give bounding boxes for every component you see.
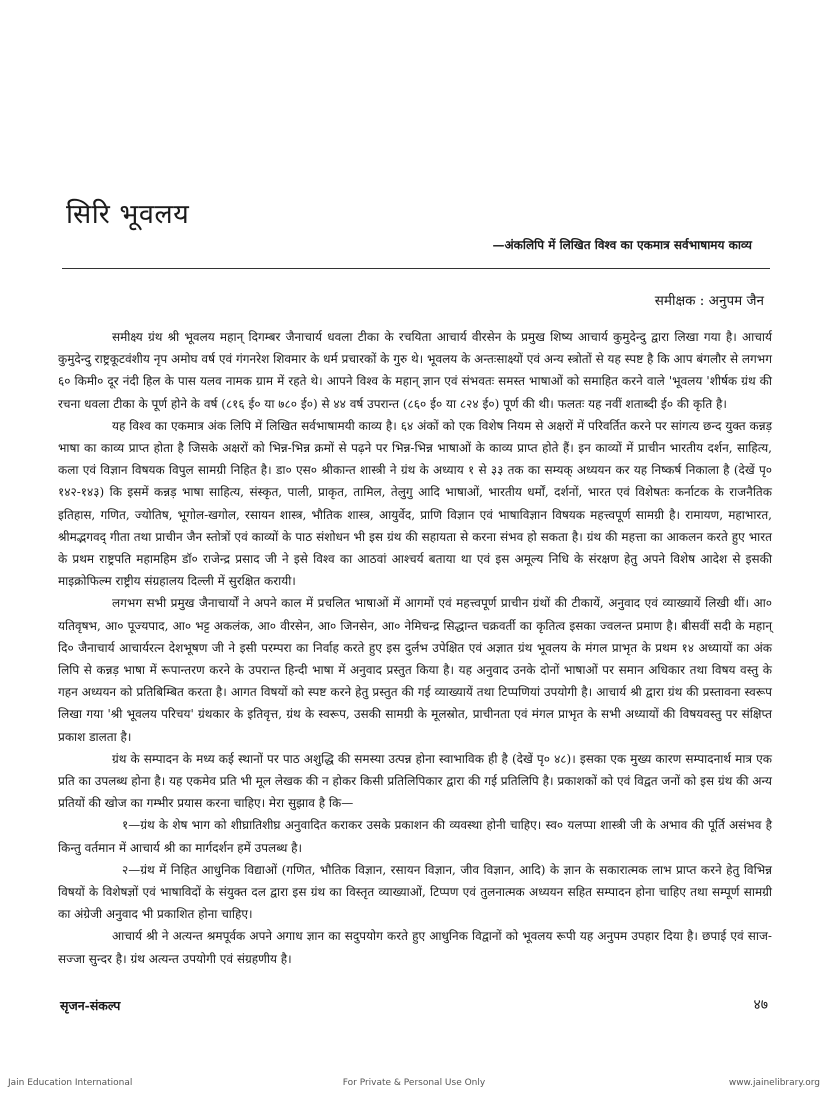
paragraph-translation: लगभग सभी प्रमुख जैनाचार्यों ने अपने काल में प्रचलित भाषाओं में आगमों एवं महत्त्वपूर्ण प्राचीन ग्रंथों की टीकायें, अनुवाद एवं व्याख्यायें लिखी थीं। आ० यतिवृषभ, आ० पूज्यपाद, आ० भट्ट अकलंक, आ० वीरसेन, आ० जिनसेन, आ० नेमिचन्द्र सिद्धान्त चक्रवर्ती का कृतित्व इसका ज्वलन्त प्रमाण है। बीसवीं सदी के महान् दि० जैनाचार्य आचार्यरत्न देशभूषण जी ने इसी परम्परा का निर्वाह करते हुए इस दुर्लभ उपेक्षित एवं अज्ञात ग्रंथ भूवलय के मंगल प्राभृत के प्रथम १४ अध्यायों का अंक लिपि से कन्नड़ भाषा में रूपान्तरण करने के उपरान्त हिन्दी भाषा में अनुवाद प्रस्तुत किया है। यह अनुवाद उनके दोनों भाषाओं पर समान अधिकार तथा विषय वस्तु के गहन अध्ययन को प्रतिबिम्बित करता है। आगत विषयों को स्पष्ट करने हेतु प्रस्तुत की गई व्याख्यायें तथा टिप्पणियां उपयोगी है। आचार्य श्री द्वारा ग्रंथ की प्रस्तावना स्वरूप लिखा गया 'श्री भूवलय परिचय' ग्रंथकार के इतिवृत्त, ग्रंथ के स्वरूप, उसकी सामग्री के मूलस्रोत, प्राचीनता एवं मंगल प्राभृत के सभी अध्यायों की विषयवस्तु पर संक्षिप्त प्रकाश डालता है। — [58, 596, 772, 744]
credit-website-link[interactable]: www.jainelibrary.org — [728, 1078, 820, 1088]
paragraph-editing: ग्रंथ के सम्पादन के मध्य कई स्थानों पर पाठ अशुद्धि की समस्या उत्पन्न होना स्वाभाविक ही है (देखें पृ० ४८)। इसका एक मुख्य कारण सम्पादनार्थ मात्र एक प्रति का उपलब्ध होना है। यह एकमेव प्रति भी मूल लेखक की न होकर किसी प्रतिलिपिकार द्वारा की गई प्रतिलिपि है। प्रकाशकों को एवं विद्वत जनों को इस ग्रंथ की अन्य प्रतियों की खोज का गम्भीर प्रयास करना चाहिए। मेरा सुझाव है कि— — [58, 751, 772, 811]
credit-publisher: Jain Education International — [8, 1078, 133, 1088]
article-subtitle: —अंकलिपि में लिखित विश्व का एकमात्र सर्वभाषामय काव्य — [492, 238, 752, 252]
footer-journal-name: सृजन-संकल्प — [60, 998, 121, 1013]
paragraph-intro: समीक्ष्य ग्रंथ श्री भूवलय महान् दिगम्बर जैनाचार्य धवला टीका के रचयिता आचार्य वीरसेन के प्रमुख शिष्य आचार्य कुमुदेन्दु द्वारा लिखा गया है। आचार्य कुमुदेन्दु राष्ट्रकूटवंशीय नृप अमोघ वर्ष एवं गंगनरेश शिवमार के धर्म प्रचारकों के गुरु थे। भूवलय के अन्तःसाक्ष्यों एवं अन्य स्त्रोतों से यह स्पष्ट है कि आप बंगलौर से लगभग ६० किमी० दूर नंदी हिल के पास यलव नामक ग्राम में रहते थे। आपने विश्व के महान् ज्ञान एवं संभवतः समस्त भाषाओं को समाहित करने वाले 'भूवलय 'शीर्षक ग्रंथ की रचना धवला टीका के पूर्ण होने के वर्ष (८१६ ई० या ७८० ई०) से ४४ वर्ष उपरान्त (८६० ई० या ८२४ ई०) पूर्ण की थी। फलतः यह नवीं शताब्दी ई० की कृति है। — [58, 330, 772, 411]
credit-usage: For Private & Personal Use Only — [342, 1078, 486, 1088]
paragraph-content: यह विश्व का एकमात्र अंक लिपि में लिखित सर्वभाषामयी काव्य है। ६४ अंकों को एक विशेष नियम से अक्षरों में परिवर्तित करने पर सांगत्य छन्द युक्त कन्नड़ भाषा का काव्य प्राप्त होता है जिसके अक्षरों को भिन्न-भिन्न क्रमों से पढ़ने पर भिन्न-भिन्न भाषाओं के काव्य प्राप्त होते हैं। इन काव्यों में प्राचीन भारतीय दर्शन, साहित्य, कला एवं विज्ञान विषयक विपुल सामग्री निहित है। डा० एस० श्रीकान्त शास्त्री ने ग्रंथ के अध्याय १ से ३३ तक का सम्यक् अध्ययन कर यह निष्कर्ष निकाला है (देखें पृ० १४२-१४३) कि इसमें कन्नड़ भाषा साहित्य, संस्कृत, पाली, प्राकृत, तामिल, तेलुगु आदि भाषाओं, भारतीय धर्मों, दर्शनों, भारत एवं विशेषतः कर्नाटक के राजनैतिक इतिहास, गणित, ज्योतिष, भूगोल-खगोल, रसायन शास्त्र, भौतिक शास्त्र, आयुर्वेद, प्राणि विज्ञान एवं भाषाविज्ञान विषयक महत्त्वपूर्ण सामग्री है। रामायण, महाभारत, श्रीमद्भगवद् गीता तथा प्राचीन जैन स्तोत्रों एवं काव्यों के पाठ संशोधन भी इस ग्रंथ की सहायता से करना संभव हो सकता है। ग्रंथ की महत्ता का आकलन करते हुए भारत के प्रथम राष्ट्रपति महामहिम डॉ० राजेन्द्र प्रसाद जी ने इसे विश्व का आठवां आश्चर्य बताया था एवं इस अमूल्य निधि के संरक्षण हेतु अपने विशेष आदेश से इसकी माइक्रोफिल्म राष्ट्रीय संग्रहालय दिल्ली में सुरक्षित करायी। — [58, 418, 772, 589]
reviewer-credit: समीक्षक : अनुपम जैन — [654, 293, 764, 309]
page-number: ४७ — [753, 997, 768, 1013]
review-body — [58, 326, 772, 970]
suggestion-1: १—ग्रंथ के शेष भाग को शीघ्रातिशीघ्र अनुवादित कराकर उसके प्रकाशन की व्यवस्था होनी चाहिए। स्व० यलप्पा शास्त्री जी के अभाव की पूर्ति असंभव है किन्तु वर्तमान में आचार्य श्री का मार्गदर्शन हमें उपलब्ध है। — [58, 818, 772, 855]
suggestion-2: २—ग्रंथ में निहित आधुनिक विद्याओं (गणित, भौतिक विज्ञान, रसायन विज्ञान, जीव विज्ञान, आदि) के ज्ञान के सकारात्मक लाभ प्राप्त करने हेतु विभिन्न विषयों के विशेषज्ञों एवं भाषाविदों के संयुक्त दल द्वारा इस ग्रंथ का विस्तृत व्याख्याओं, टिप्पण एवं तुलनात्मक अध्ययन सहित सम्पादन होना चाहिए तथा सम्पूर्ण सामग्री का अंग्रेजी अनुवाद भी प्रकाशित होना चाहिए। — [58, 862, 772, 922]
article-title: सिरि भूवलय — [66, 199, 190, 230]
divider-line — [62, 268, 770, 269]
credits-bar — [8, 1078, 820, 1092]
paragraph-closing: आचार्य श्री ने अत्यन्त श्रमपूर्वक अपने अगाध ज्ञान का सदुपयोग करते हुए आधुनिक विद्वानों को भूवलय रूपी यह अनुपम उपहार दिया है। छपाई एवं साज-सज्जा सुन्दर है। ग्रंथ अत्यन्त उपयोगी एवं संग्रहणीय है। — [58, 929, 772, 966]
